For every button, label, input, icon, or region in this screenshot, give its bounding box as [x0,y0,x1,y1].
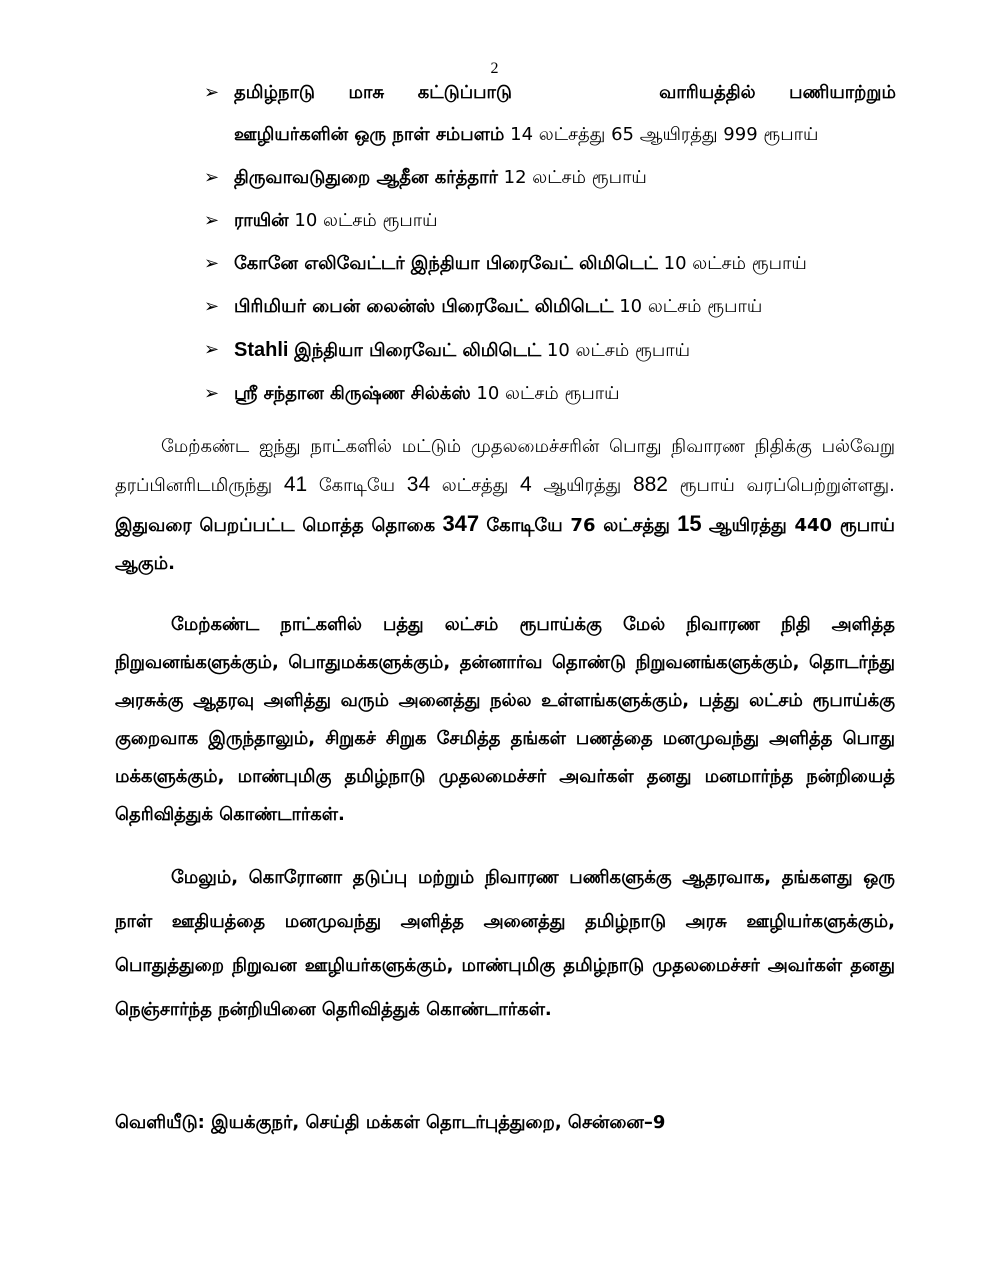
item-name: கோனே எலிவேட்டர் இந்தியா பிரைவேட் லிமிடெட் [234,253,658,274]
para-text: மேற்கண்ட ஐந்து நாட்களில் மட்டும் முதலமைச்சரின் பொது நிவாரண நிதிக்கு பல்வேறு தரப்பினரிடமிருந்து [115,436,895,496]
item-amount: 14 லட்சத்து 65 ஆயிரத்து 999 ரூபாய் [510,124,819,145]
arrow-bullet-icon: ➢ [204,296,220,317]
para-text: ஆயிரத்து [543,475,622,496]
item-name: திருவாவடுதுறை ஆதீன கர்த்தார் [234,167,498,188]
arrow-bullet-icon: ➢ [204,210,220,231]
item-amount: 10 லட்சம் ரூபாய் [476,383,620,404]
thanks-paragraph: மேற்கண்ட நாட்களில் பத்து லட்சம் ரூபாய்க்கு மேல் நிவாரண நிதி அளித்த நிறுவனங்களுக்கும், பொதுமக்களுக்கும், தன்னார்வ தொண்டு நிறுவனங்களுக்கும், தொடர்ந்து அரசுக்கு ஆதரவு அளித்து வரும் அனைத்து நல்ல உள்ளங்களுக்கும், பத்து லட்சம் ரூபாய்க்கு குறைவாக இருந்தாலும், சிறுகச் சிறுக சேமித்த தங்கள் பணத்தை மனமுவந்து அளித்த பொது மக்களுக்கும், மாண்புமிகு தமிழ்நாடு முதலமைச்சர் அவர்கள் தனது மனமார்ந்த நன்றியைத் தெரிவித்துக் கொண்டார்கள். [115,614,895,825]
total-number: 15 [677,511,702,536]
arrow-bullet-icon: ➢ [204,253,220,274]
list-item [204,165,896,191]
para-text: லட்சத்து [441,475,509,496]
employee-thanks-paragraph: மேலும், கொரோனா தடுப்பு மற்றும் நிவாரண பணிகளுக்கு ஆதரவாக, தங்களது ஒரு நாள் ஊதியத்தை மனமுவந்து அளித்த அனைத்து தமிழ்நாடு அரசு ஊழியர்களுக்கும், பொதுத்துறை நிறுவன ஊழியர்களுக்கும், மாண்புமிகு தமிழ்நாடு முதலமைச்சர் அவர்கள் தனது நெஞ்சார்ந்த நன்றியினை தெரிவித்துக் கொண்டார்கள். [115,867,895,1020]
item-name: இந்தியா பிரைவேட் லிமிடெட் [294,340,542,361]
item-amount: 10 லட்சம் ரூபாய் [546,340,691,361]
arrow-bullet-icon: ➢ [204,383,220,404]
item-text: தமிழ்நாடு [234,82,315,103]
list-item [204,294,896,320]
para-text: கோடியே [318,475,396,496]
item-name: ராயின் [234,210,289,231]
item-amount: 12 லட்சம் ரூபாய் [503,167,647,188]
list-item [204,381,896,407]
total-text: கோடியே 76 லட்சத்து [486,515,670,536]
donor-list [204,80,896,424]
item-text: வாரியத்தில் [659,82,756,103]
total-label: இதுவரை பெறப்பட்ட மொத்த தொகை [115,515,436,536]
item-amount: 10 லட்சம் ரூபாய் [663,253,807,274]
summary-paragraph [115,428,895,583]
amount-number: 4 [520,473,532,496]
total-text: ஆயிரத்து 440 ரூபாய் ஆகும். [115,515,895,574]
arrow-bullet-icon: ➢ [204,339,220,360]
item-text: மாசு [348,82,385,103]
list-item [204,337,896,364]
item-name: ஸ்ரீ சந்தான கிருஷ்ண சில்க்ஸ் [234,383,471,404]
page-number: 2 [490,60,499,77]
item-text: கட்டுப்பாடு [417,82,512,103]
arrow-bullet-icon: ➢ [204,167,220,188]
amount-number: 34 [406,473,431,496]
item-amount: 10 லட்சம் ரூபாய் [619,296,763,317]
list-item [204,251,896,277]
item-text: பணியாற்றும் [789,82,896,103]
amount-number: 882 [632,473,668,496]
amount-number: 41 [283,473,308,496]
footer-publisher: வெளியீடு: இயக்குநர், செய்தி மக்கள் தொடர்புத்துறை, சென்னை–9 [115,1112,666,1133]
list-item [204,80,896,148]
item-text: ஊழியர்களின் ஒரு நாள் சம்பளம் [234,124,505,145]
item-name-latin: Stahli [234,339,289,361]
list-item [204,208,896,234]
arrow-bullet-icon: ➢ [204,82,220,103]
item-name: பிரிமியர் பைன் லைன்ஸ் பிரைவேட் லிமிடெட் [234,296,614,317]
total-number: 347 [442,511,480,536]
para-text: ரூபாய் வரப்பெற்றுள்ளது. [679,475,895,496]
item-amount: 10 லட்சம் ரூபாய் [294,210,438,231]
